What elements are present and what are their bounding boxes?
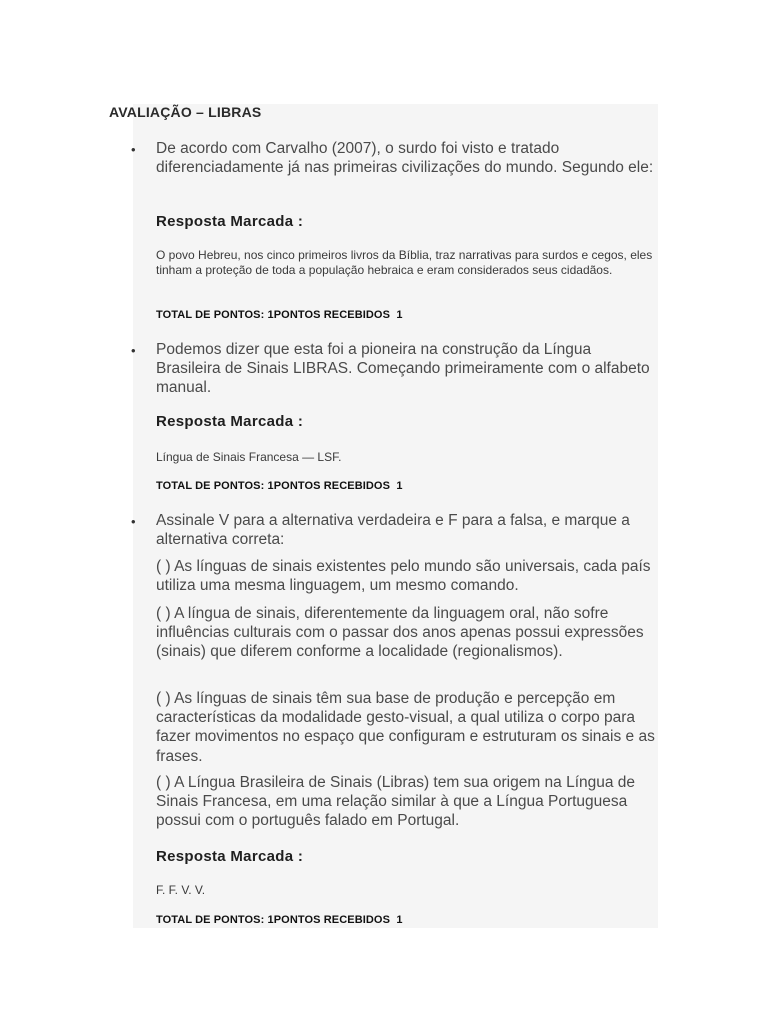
question-2-answer-label: Resposta Marcada :: [156, 413, 304, 430]
bullet-icon: •: [131, 343, 136, 358]
bullet-icon: •: [131, 142, 136, 157]
question-3-option-4: ( ) A Língua Brasileira de Sinais (Libras) tem sua origem na Língua de Sinais Francesa, em uma relação similar à que a Língua Portuguesa possui com o português falado em Portugal.: [156, 774, 636, 830]
question-2-score: TOTAL DE PONTOS: 1PONTOS RECEBIDOS 1: [156, 480, 403, 492]
question-3-option-2: ( ) A língua de sinais, diferentemente da linguagem oral, não sofre influências culturais com o passar dos anos apenas possui expressões (sinais) que diferem conforme a localidade (regionalismos).: [156, 605, 644, 661]
question-3-text: Assinale V para a alternativa verdadeira e F para a falsa, e marque a alternativa correta:: [156, 512, 630, 549]
question-3-answer-label: Resposta Marcada :: [156, 848, 304, 865]
question-1-answer-label: Resposta Marcada :: [156, 213, 304, 230]
page-title: AVALIAÇÃO – LIBRAS: [109, 104, 262, 120]
question-2-answer: Língua de Sinais Francesa — LSF.: [156, 450, 342, 464]
question-3-option-1: ( ) As línguas de sinais existentes pelo mundo são universais, cada país utiliza uma mesma linguagem, um mesmo comando.: [156, 558, 651, 595]
question-3-score: TOTAL DE PONTOS: 1PONTOS RECEBIDOS 1: [156, 914, 403, 926]
question-3-answer: F. F. V. V.: [156, 883, 206, 897]
question-1-answer: O povo Hebreu, nos cinco primeiros livros da Bíblia, traz narrativas para surdos e cegos, eles tinham a proteção de toda a população hebraica e eram considerados seus cidadãos.: [156, 248, 653, 277]
question-1-score: TOTAL DE PONTOS: 1PONTOS RECEBIDOS 1: [156, 309, 403, 321]
question-1-text: De acordo com Carvalho (2007), o surdo foi visto e tratado diferenciadamente já nas primeiras civilizações do mundo. Segundo ele:: [156, 140, 654, 177]
question-3-option-3: ( ) As línguas de sinais têm sua base de produção e percepção em características da modalidade gesto-visual, a qual utiliza o corpo para fazer movimentos no espaço que configuram e estruturam os sinais e as frases.: [156, 690, 655, 765]
question-2-text: Podemos dizer que esta foi a pioneira na construção da Língua Brasileira de Sinais LIBRAS. Começando primeiramente com o alfabeto manual.: [156, 341, 650, 397]
bullet-icon: •: [131, 514, 136, 529]
